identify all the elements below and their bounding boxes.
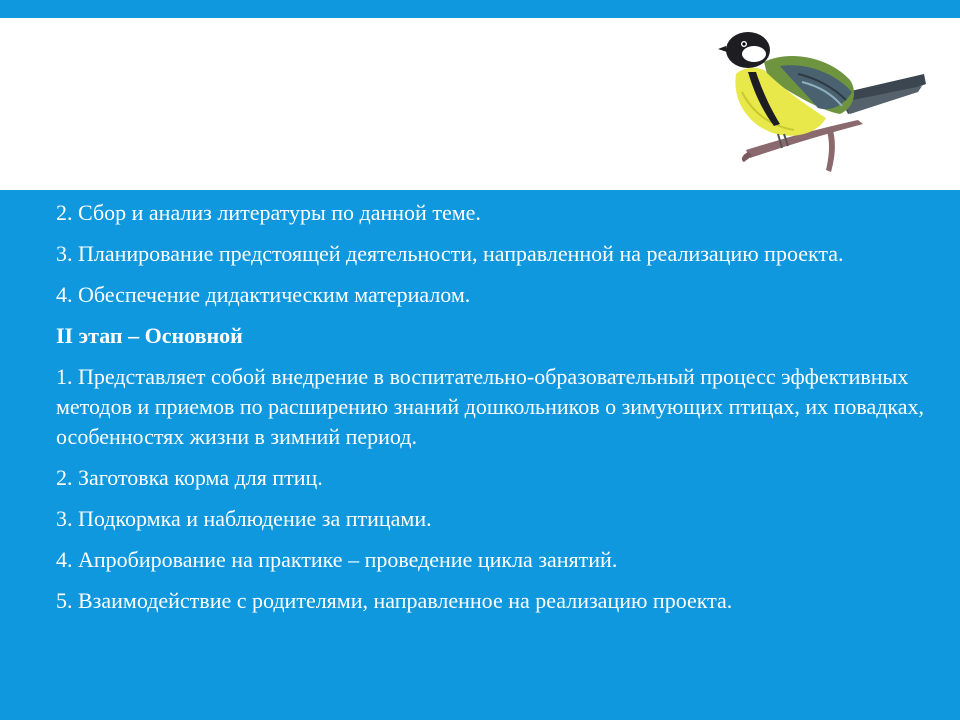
paragraph-parents-interaction: 5. Взаимодействие с родителями, направленное на реализацию проекта. [56, 588, 733, 613]
paragraph-feed-preparation: 2. Заготовка корма для птиц. [56, 465, 323, 490]
slide-content [56, 198, 926, 627]
paragraph-didactic-material: 4. Обеспечение дидактическим материалом. [56, 282, 471, 307]
paragraph-literature: 2. Сбор и анализ литературы по данной теме. [56, 200, 481, 225]
paragraph-planning: 3. Планирование предстоящей деятельности, направленной на реализацию проекта. [56, 241, 844, 266]
paragraph-feeding-observation: 3. Подкормка и наблюдение за птицами. [56, 506, 432, 531]
paragraph-practice-testing: 4. Апробирование на практике – проведение цикла занятий. [56, 547, 618, 572]
paragraph-implementation: 1. Представляет собой внедрение в воспитательно-образовательный процесс эффективных методов и приемов по расширению знаний дошкольников о зимующих птицах, их повадках, особенностях жизни в зимний период. [56, 364, 925, 449]
stage-heading: II этап – Основной [56, 323, 243, 348]
great-tit-bird-illustration [718, 22, 930, 187]
